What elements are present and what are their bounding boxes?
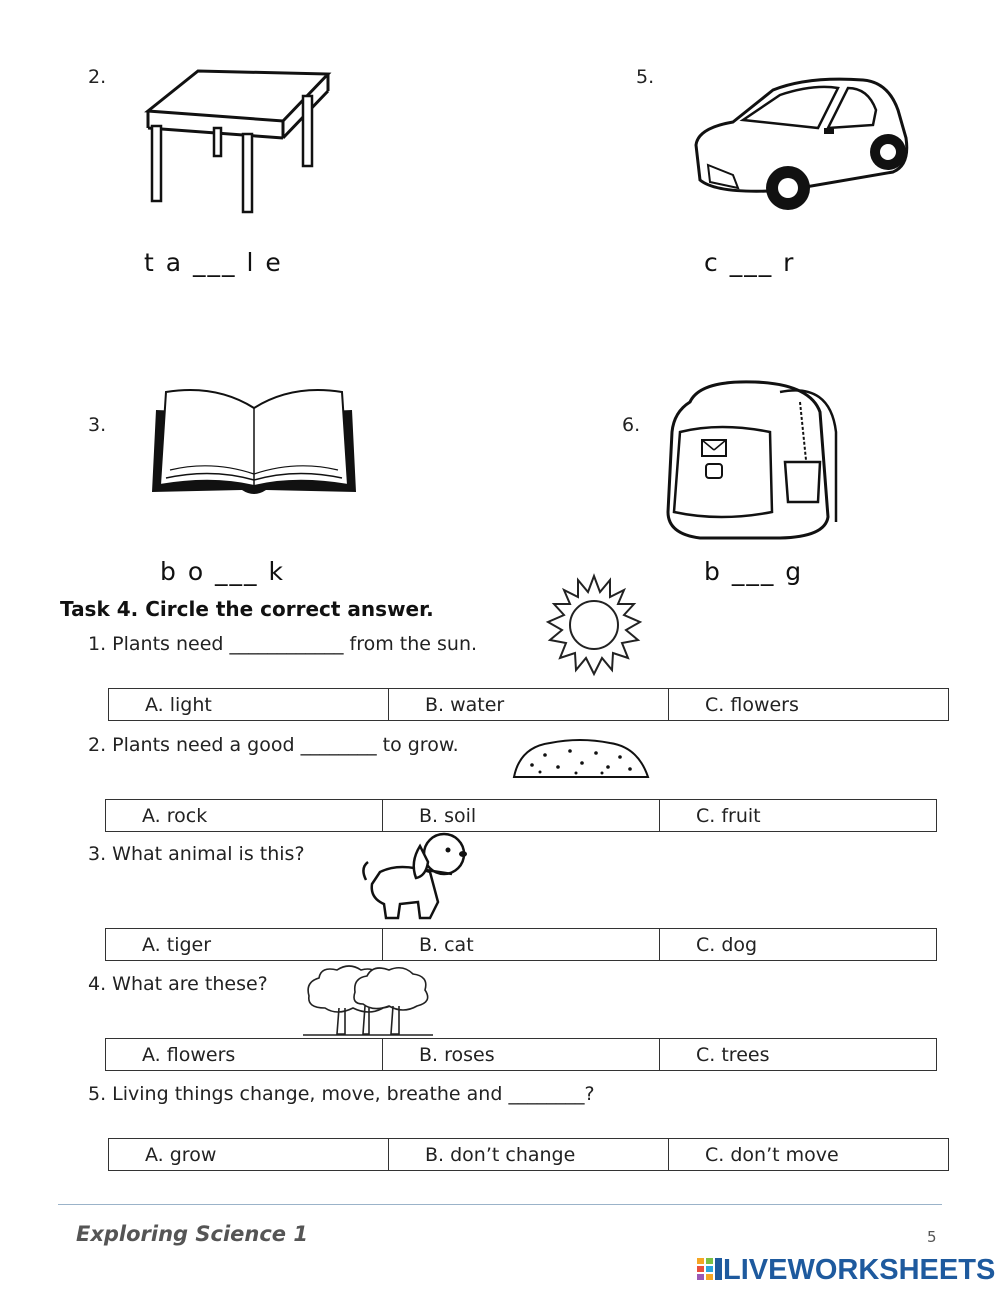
question-5-text: 5. Living things change, move, breathe and ________? [88,1083,595,1105]
option-b[interactable]: B. cat [382,929,659,960]
trees-icon [303,962,433,1038]
dog-icon [360,832,472,924]
question-3-text: 3. What animal is this? [88,843,305,865]
option-a[interactable]: A. light [145,693,212,716]
missing-letter-word[interactable]: c ___ r [704,248,796,277]
missing-letter-word[interactable]: t a ___ l e [144,248,283,277]
option-b[interactable]: B. don’t change [388,1139,668,1170]
table-picture [138,66,333,216]
option-b[interactable]: B. soil [382,800,659,831]
question-5-options [108,1138,949,1171]
bag-picture [660,372,845,547]
item-number: 3. [88,414,107,436]
question-2-options [105,799,937,832]
question-3-options [105,928,937,961]
liveworksheets-logo-icon [697,1256,723,1286]
liveworksheets-logo [697,1254,995,1287]
item-number: 5. [636,66,655,88]
book-picture [146,380,364,505]
question-1-options [108,688,949,721]
page-number: 5 [927,1228,937,1246]
question-1-text: 1. Plants need ____________ from the sun. [88,633,478,655]
soil-icon [510,737,652,782]
question-4-text: 4. What are these? [88,973,268,995]
option-c[interactable]: C. flowers [668,689,948,720]
option-c[interactable]: C. don’t move [668,1139,948,1170]
sun-icon [542,570,646,680]
item-number: 2. [88,66,107,88]
question-4-options [105,1038,937,1071]
option-c[interactable]: C. trees [659,1039,936,1070]
book-title: Exploring Science 1 [76,1222,308,1246]
item-number: 6. [622,414,641,436]
option-c[interactable]: C. fruit [659,800,936,831]
missing-letter-word[interactable]: b ___ g [704,557,804,586]
brand-name: LIVEWORKSHEETS [723,1254,996,1286]
option-b[interactable]: B. water [388,689,668,720]
option-a[interactable]: A. tiger [142,933,212,956]
task-title: Task 4. Circle the correct answer. [60,597,434,621]
footer-divider [58,1204,942,1205]
question-2-text: 2. Plants need a good ________ to grow. [88,734,459,756]
missing-letter-word[interactable]: b o ___ k [160,557,285,586]
option-a[interactable]: A. flowers [142,1043,236,1066]
option-a[interactable]: A. grow [145,1143,217,1166]
option-c[interactable]: C. dog [659,929,936,960]
car-picture [688,70,913,215]
option-b[interactable]: B. roses [382,1039,659,1070]
option-a[interactable]: A. rock [142,804,208,827]
